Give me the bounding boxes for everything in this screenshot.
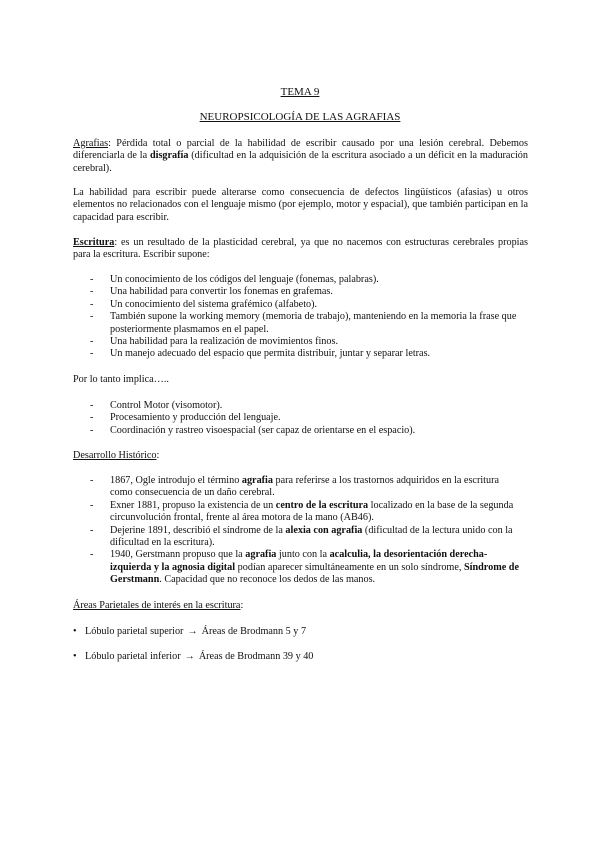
item-text: podían aparecer simultáneamente en un solo síndrome,: [235, 561, 464, 573]
list-item: - Procesamiento y producción del lenguaje.: [90, 412, 520, 424]
lobulo-label: Lóbulo parietal inferior: [85, 651, 181, 662]
item-text: 1940, Gerstmann propuso que la: [110, 549, 246, 561]
item-bold: agrafia: [245, 549, 277, 561]
escritura-text: : es un resultado de la plasticidad cerebral, ya que no nacemos con estructuras cerebrales propias para la escritura. Escribir supone:: [73, 237, 528, 261]
parietales-heading: [73, 600, 528, 612]
item-text: junto con la: [276, 549, 330, 561]
parietales-colon: :: [240, 600, 244, 611]
agrafias-paragraph: [73, 138, 528, 175]
habilidad-paragraph: La habilidad para escribir puede alterarse como consecuencia de defectos lingüísticos (afasias) u otros elementos no relacionados con el lenguaje mismo (por ejemplo, motor y espacial), que también participan en la capacidad para escribir.: [73, 187, 528, 223]
tema-number: TEMA 9: [280, 86, 320, 98]
lobulo-label: Lóbulo parietal superior: [85, 626, 184, 637]
brodmann-areas: Áreas de Brodmann 5 y 7: [201, 626, 307, 637]
historico-heading: [73, 450, 528, 462]
list-item: [73, 626, 523, 638]
disgrafia-term: disgrafía: [149, 150, 189, 162]
implica-intro: Por lo tanto implica…..: [73, 374, 169, 385]
item-text: 1867, Ogle introdujo el término: [110, 475, 242, 486]
list-item: - También supone la working memory (memoria de trabajo), manteniendo en la memoria la frase que posteriormente plasmamos en el papel.: [90, 311, 520, 336]
list-item: [90, 475, 520, 500]
parietales-list: [73, 626, 523, 638]
item-text: localizado en la base de la segunda circunvolución frontal, frente al área motora de la mano (AB46).: [110, 499, 514, 524]
page-title: NEUROPSICOLOGÍA DE LAS AGRAFIAS: [199, 111, 401, 123]
agrafias-term: Agrafias: [73, 138, 109, 149]
list-item: - Una habilidad para la realización de movimientos finos.: [90, 336, 520, 348]
list-item: - Control Motor (visomotor).: [90, 400, 520, 412]
list-item: [90, 549, 520, 586]
item-bold: acalculia, la desorientación derecha-izquierda y la agnosia digital: [110, 549, 488, 573]
arrow-right-icon: →: [187, 626, 198, 637]
agrafias-text-1: : Pérdida total o parcial de la habilidad de escribir causado por una lesión cerebral. Debemos diferenciarla de la: [73, 138, 528, 162]
historico-heading-text: Desarrollo Histórico: [73, 450, 157, 461]
item-bold: Síndrome de Gerstmann: [110, 561, 519, 586]
escritura-paragraph: [73, 237, 528, 262]
list-item: - Un conocimiento de los códigos del lenguaje (fonemas, palabras).: [90, 274, 520, 286]
arrow-right-icon: →: [184, 651, 195, 662]
parietales-heading-text: Áreas Parietales de interés en la escritura: [73, 600, 241, 611]
item-text: (dificultad de la lectura unido con la dificultad en la escritura).: [110, 524, 513, 549]
item-text: para referirse a los trastornos adquiridos en la escritura como consecuencia de un daño cerebral.: [110, 475, 499, 499]
list-item: - Un manejo adecuado del espacio que permita distribuir, juntar y separar letras.: [90, 348, 520, 360]
item-text: Exner 1881, propuso la existencia de un: [110, 499, 276, 511]
escritura-list: [90, 274, 520, 361]
list-item: [73, 651, 523, 663]
historico-colon: :: [156, 450, 160, 461]
item-bold: agrafia: [241, 475, 273, 486]
historico-list: [90, 475, 520, 587]
brodmann-areas: Áreas de Brodmann 39 y 40: [198, 651, 314, 662]
list-item: - Coordinación y rastreo visoespacial (ser capaz de orientarse en el espacio).: [90, 425, 520, 437]
item-text: Dejerine 1891, describió el síndrome de la: [110, 524, 286, 536]
parietales-list-2: [73, 651, 523, 663]
agrafias-text-2: (dificultad en la adquisición de la escritura asociado a un déficit en la maduración cerebral).: [73, 150, 528, 174]
list-item: - Un conocimiento del sistema grafémico (alfabeto).: [90, 299, 520, 311]
item-bold: alexia con agrafia: [285, 524, 363, 536]
implica-list: [90, 400, 520, 437]
list-item: [90, 525, 520, 550]
item-bold: centro de la escritura: [275, 499, 369, 511]
escritura-term: Escritura: [73, 237, 115, 248]
list-item: - Una habilidad para convertir los fonemas en grafemas.: [90, 286, 520, 298]
list-item: [90, 500, 520, 525]
item-text: . Capacidad que no reconoce los dedos de las manos.: [159, 574, 376, 586]
